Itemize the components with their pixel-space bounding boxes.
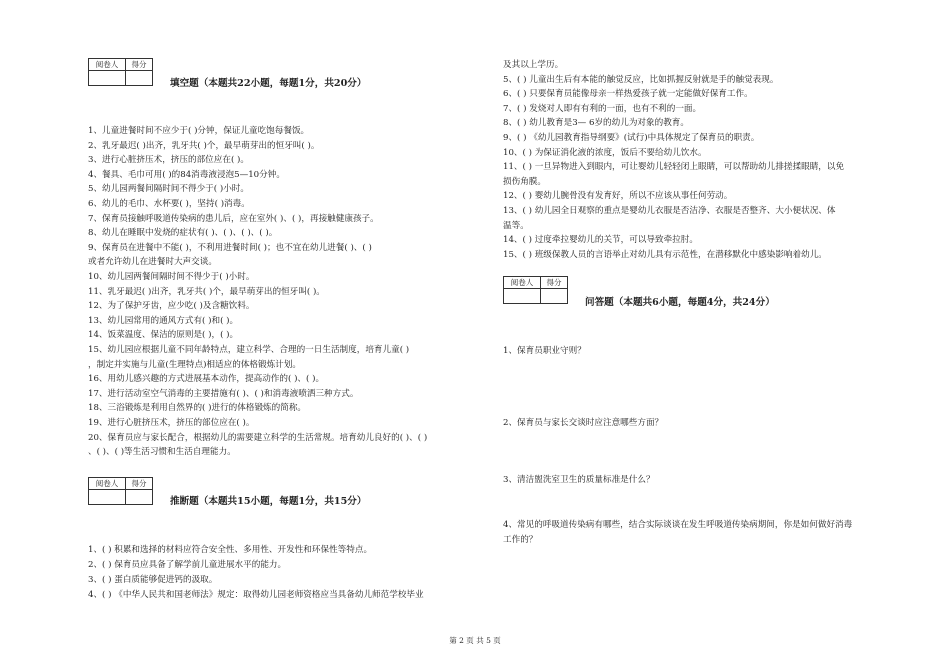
judge-question: 1、( ) 积累和选择的材料应符合安全性、多用性、开发性和环保性等特点。 (88, 545, 373, 555)
fill-question: 16、用幼儿感兴趣的方式进展基本动作，提高动作的( )、( )。 (88, 374, 325, 385)
fill-question: 1、儿童进餐时间不应少于( )分钟，保证儿童吃饱每餐饭。 (88, 126, 310, 136)
fill-question: 5、幼儿园两餐间隔时间不得少于( )小时。 (88, 184, 249, 195)
qa-question: 4、常见的呼吸道传染病有哪些，结合实际谈谈在发生呼吸道传染病期间，你是如何做好消毒 (503, 520, 853, 530)
reviewer-label: 阅卷人 (504, 277, 541, 289)
judge-question: 10、( ) 为保证消化液的浓度，饭后不要给幼儿饮水。 (503, 147, 707, 158)
judge-question: 7、( ) 发烧对人即有有利的一面，也有不利的一面。 (503, 103, 702, 114)
score-label: 得分 (126, 478, 153, 490)
fill-question: 3、进行心脏挤压术，挤压的部位应在( )。 (88, 155, 249, 166)
judge-question: 损伤角膜。 (503, 176, 546, 187)
fill-question: ，制定并实施与儿童(生理特点)相适应的体格锻炼计划。 (88, 359, 301, 370)
fill-question: 18、三浴锻炼是利用自然界的( )进行的体格锻炼的简称。 (88, 403, 307, 414)
reviewer-label: 阅卷人 (89, 59, 126, 71)
judge-question: 12、( ) 婴幼儿腕骨没有发育好，所以不应该从事任何劳动。 (503, 191, 733, 202)
reviewer-label: 阅卷人 (89, 478, 126, 490)
judge-question: 2、( ) 保育员应具备了解学前儿童进展水平的能力。 (88, 560, 287, 570)
judge-section-title: 推断题（本题共15小题，每题1分，共15分） (170, 496, 367, 507)
judge-question: 15、( ) 班级保教人员的言语举止对幼儿具有示范性，在潜移默化中感染影响着幼儿。 (503, 249, 827, 260)
judge-question: 5、( ) 儿童出生后有本能的触觉反应，比如抓握反射就是手的触觉表现。 (503, 74, 779, 85)
judge-question: 14、( ) 过度牵拉婴幼儿的关节，可以导致牵拉肘。 (503, 235, 698, 246)
fill-question: 7、保育员接触呼吸道传染病的患儿后，应在室外( )、( )，再接触健康孩子。 (88, 213, 379, 224)
fill-question: 6、幼儿的毛巾、水杯要( )，坚持( )消毒。 (88, 199, 250, 209)
fill-question: 15、幼儿园应根据儿童不同年龄特点，建立科学、合理的一日生活制度，培育儿童( ) (88, 345, 410, 355)
qa-question: 3、清洁盥洗室卫生的质量标准是什么？ (503, 475, 655, 485)
judge-question: 11、( ) 一旦异物进入到眼内，可让婴幼儿轻轻闭上眼睛，可以帮助幼儿排搓揉眼睛，以免 (503, 162, 845, 173)
fill-question: 12、为了保护牙齿，应少吃( )及含糖饮料。 (88, 301, 255, 312)
qa-section-title: 问答题（本题共6小题，每题4分，共24分） (585, 297, 775, 308)
judge-question: 4、( ) 《中华人民共和国老师法》规定：取得幼儿园老师资格应当具备幼儿师范学校毕业 (88, 590, 424, 600)
fill-question: 19、进行心脏挤压术，挤压的部位应在( )。 (88, 418, 255, 428)
fill-question: 2、乳牙最迟( )出齐，乳牙共( )个，最早萌芽出的恒牙叫( )。 (88, 140, 320, 151)
judge-question: 3、( ) 蛋白质能够促进钙的汲取。 (88, 575, 218, 585)
fill-section-title: 填空题（本题共22小题，每题1分，共20分） (170, 78, 367, 89)
fill-question: 14、饭菜温度、保洁的原则是( )，( )。 (88, 330, 239, 341)
fill-score-box (88, 58, 153, 86)
qa-question: 工作的？ (503, 535, 538, 545)
judge-question: 及其以上学历。 (503, 60, 564, 70)
fill-question: 8、幼儿在睡眠中发烧的症状有( )、( )、( )、( )。 (88, 228, 278, 239)
fill-question: 10、幼儿园两餐间隔时间不得少于( )小时。 (88, 272, 255, 282)
qa-question: 2、保育员与家长交谈时应注意哪些方面？ (503, 418, 664, 428)
score-label: 得分 (541, 277, 568, 289)
qa-score-box (503, 276, 568, 304)
fill-question: 17、进行活动室空气消毒的主要措施有( )、( )和消毒液喷洒三种方式。 (88, 388, 359, 399)
judge-question: 8、( ) 幼儿教育是3— 6岁的幼儿为对象的教育。 (503, 118, 689, 129)
judge-question: 13、( ) 幼儿园全日观察的重点是婴幼儿衣服是否洁净、衣服是否整齐、大小便状况、体 (503, 206, 836, 216)
judge-score-box (88, 477, 153, 505)
fill-question: 、( )、( )等生活习惯和生活自理能力。 (88, 447, 236, 458)
fill-question: 或者允许幼儿在进餐时大声交谈。 (88, 257, 217, 268)
page-footer: 第 2 页 共 5 页 (449, 636, 501, 645)
fill-question: 4、餐具、毛巾可用( )的84消毒液浸泡5—10分钟。 (88, 169, 285, 180)
judge-question: 6、( ) 只要保育员能像母亲一样热爱孩子就一定能做好保育工作。 (503, 89, 753, 100)
fill-question: 11、乳牙最迟( )出齐，乳牙共( )个，最早萌芽出的恒牙叫( )。 (88, 286, 325, 297)
score-label: 得分 (126, 59, 153, 71)
fill-question: 13、幼儿园常用的通风方式有( )和( )。 (88, 315, 239, 326)
fill-question: 20、保育员应与家长配合，根据幼儿的需要建立科学的生活常规。培育幼儿良好的( )、( ) (88, 432, 428, 443)
qa-question: 1、保育员职业守则？ (503, 346, 586, 356)
fill-question: 9、保育员在进餐中不能( )，不利用进餐时间( )；也不宜在幼儿进餐( )、( ) (88, 242, 372, 253)
judge-question: 温等。 (503, 220, 529, 231)
judge-question: 9、( ) 《幼儿园教育指导纲要》(试行)中具体规定了保育员的职责。 (503, 133, 760, 143)
